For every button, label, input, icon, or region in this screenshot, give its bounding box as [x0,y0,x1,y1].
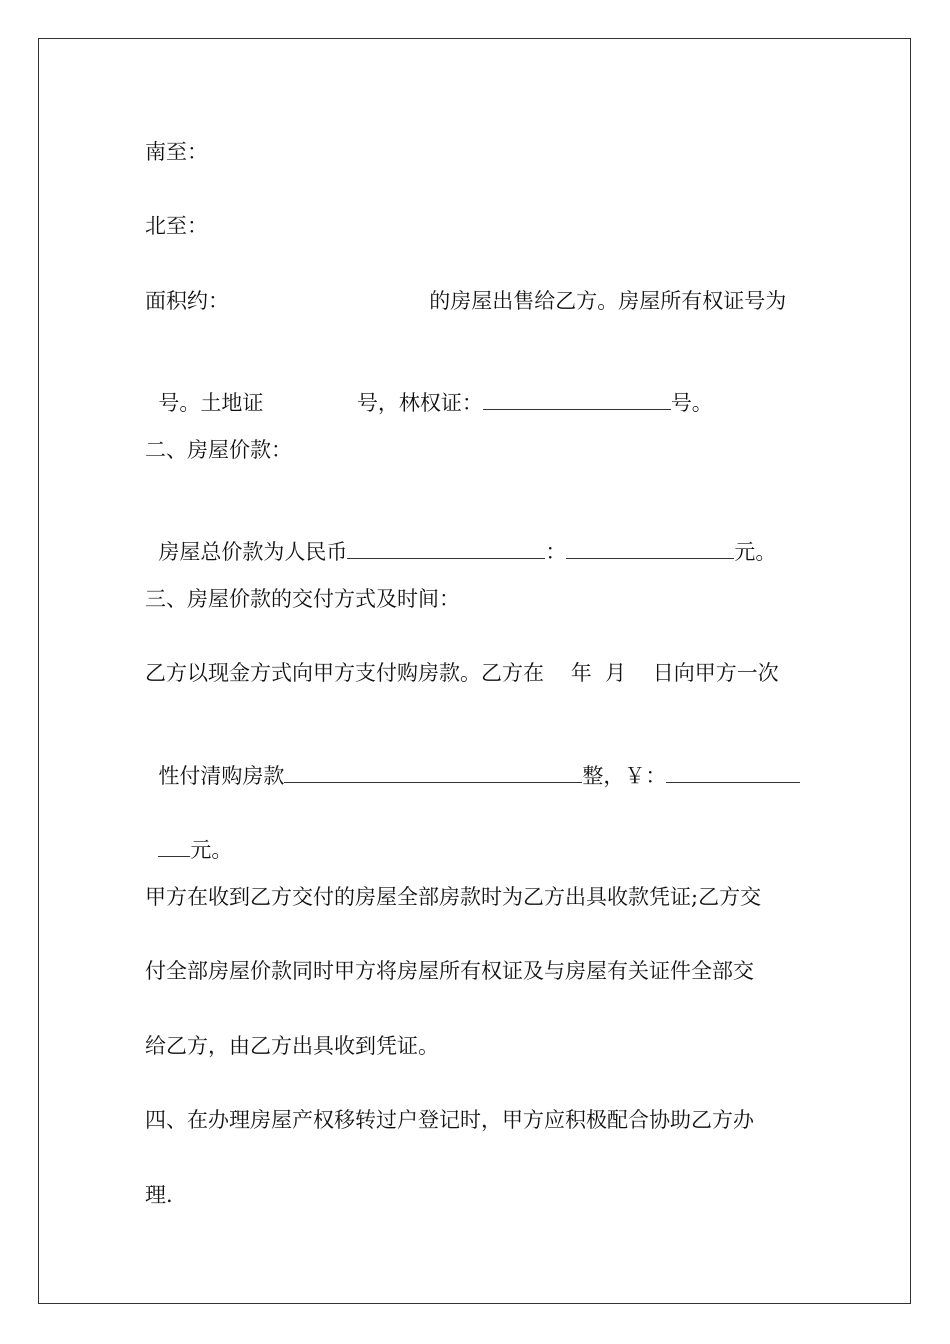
price-number-blank[interactable] [566,540,734,559]
section-four-line-1: 四、在办理房屋产权移转过户登记时，甲方应积极配合协助乙方办 [145,1108,754,1132]
payment-line-2 [145,734,800,790]
payment-text: 性付清购房款 [158,764,285,788]
price-unit: 元。 [734,540,777,564]
price-words-blank[interactable] [347,540,545,559]
receipt-line-1: 甲方在收到乙方交付的房屋全部房款时为乙方出具收款凭证;乙方交 [145,885,762,909]
land-cert-suffix: 号。 [670,391,713,415]
section-three-heading: 三、房屋价款的交付方式及时间： [145,587,460,611]
payment-unit: 元。 [190,838,233,862]
payment-words-blank[interactable] [284,764,582,783]
south-boundary-line: 南至： [145,140,208,164]
receipt-line-3: 给乙方，由乙方出具收到凭证。 [145,1034,439,1058]
payment-amount-suffix: 整，￥： [582,764,667,788]
section-four-line-2: 理. [145,1183,173,1207]
area-line: 面积约： 的房屋出售给乙方。房屋所有权证号为 [145,289,787,313]
price-colon: ： [545,540,567,564]
land-cert-line [145,361,713,417]
receipt-line-2: 付全部房屋价款同时甲方将房屋所有权证及与房屋有关证件全部交 [145,959,754,983]
total-price-text: 房屋总价款为人民币 [158,540,348,564]
payment-line-3 [145,808,232,864]
land-cert-text: 号。土地证 号，林权证： [158,391,483,415]
section-two-heading: 二、房屋价款： [145,438,292,462]
payment-number-blank[interactable] [666,764,800,783]
payment-line-1: 乙方以现金方式向甲方支付购房款。乙方在 年 月 日向甲方一次 [145,661,779,685]
total-price-line [145,510,776,566]
north-boundary-line: 北至： [145,214,208,238]
payment-number-blank-cont[interactable] [158,838,190,857]
land-cert-blank[interactable] [483,391,671,410]
